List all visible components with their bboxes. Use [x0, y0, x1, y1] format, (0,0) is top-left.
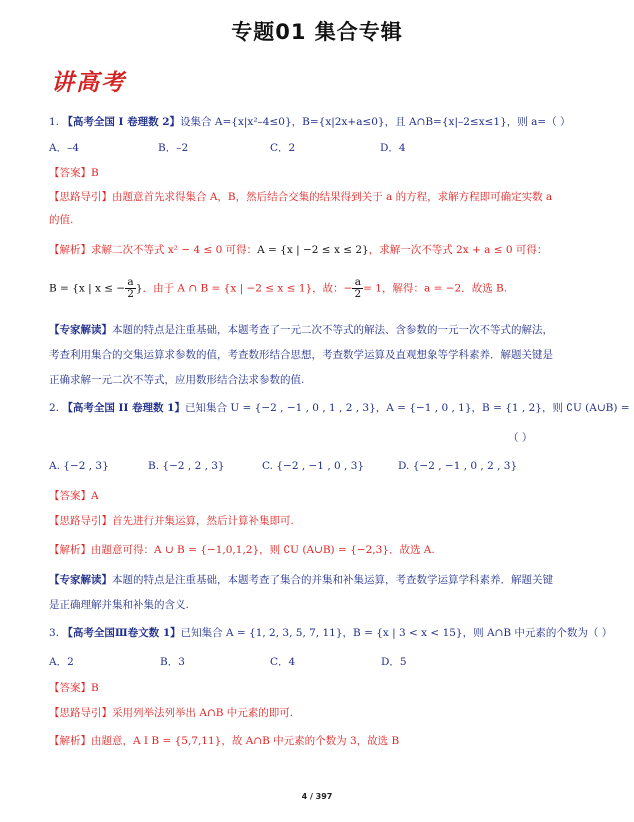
expert-text: 本题的特点是注重基础，本题考查了集合的并集和补集运算，考查数学运算学科素养．解题关键 [112, 574, 553, 586]
answer-value: B [91, 682, 99, 694]
expert-label: 【专家解读】 [49, 324, 112, 336]
answer-label: 【答案】 [49, 490, 91, 502]
q1-expert-line-2: 考查利用集合的交集运算求参数的值，考查数形结合思想，考查数学运算及直观想象等学科素养．解题关键是 [49, 349, 553, 361]
answer-value: A [91, 490, 99, 502]
hint-text: 首先进行并集运算，然后计算补集即可. [112, 515, 294, 527]
question-3 [49, 626, 612, 640]
answer-value: B [91, 167, 99, 179]
question-stem: 已知集合 U = {−2 , −1 , 0 , 1 , 2 , 3}，A = {−1 , 0 , 1}，B = {1 , 2}，则 ∁U (A∪B) = [184, 402, 630, 414]
q2-option-c: C. {−2 , −1 , 0 , 3} [262, 460, 365, 472]
q3-hint [49, 706, 293, 720]
hint-label: 【思路导引】 [49, 191, 112, 203]
section-banner: 讲高考 [51, 69, 126, 96]
analysis-label: 【解析】 [49, 735, 91, 747]
math-expression: A = {x | −2 ≤ x ≤ 2} [257, 244, 369, 256]
q2-answer [49, 489, 99, 503]
analysis-label: 【解析】 [49, 544, 91, 556]
fraction [352, 277, 363, 300]
question-number: 2. [49, 402, 60, 414]
question-1 [49, 115, 571, 129]
question-stem: 设集合 A={x|x²–4≤0}，B={x|2x+a≤0}，且 A∩B={x|–2≤x≤1}，则 a=（ ） [180, 116, 571, 128]
expert-text: 本题的特点是注重基础，本题考查了一元二次不等式的解法、含参数的一元一次不等式的解法， [112, 324, 553, 336]
q3-option-a: A．2 [49, 656, 74, 668]
hint-label: 【思路导引】 [49, 515, 112, 527]
hint-text: 采用列举法列举出 A∩B 中元素的即可. [112, 707, 294, 719]
q1-hint-line-2: 的值. [49, 214, 74, 226]
q1-answer [49, 166, 99, 180]
fraction-denominator: 2 [354, 288, 362, 300]
fraction-numerator: a [125, 277, 136, 289]
fraction [125, 277, 136, 300]
q3-analysis [49, 734, 399, 748]
analysis-text: 由题意，A I B = {5,7,11}，故 A∩B 中元素的个数为 3，故选 B [91, 735, 400, 747]
q2-expert-line-2: 是正确理解并集和补集的含义. [49, 599, 189, 611]
q2-option-b: B. {−2 , 2 , 3} [148, 460, 225, 472]
analysis-text: 由题意可得：A ∪ B = {−1,0,1,2}，则 ∁U (A∪B) = {−2,3}．故选 A. [91, 544, 435, 556]
analysis-text: 求解二次不等式 x² − 4 ≤ 0 可得： [91, 244, 258, 256]
q1-analysis-line-1 [49, 243, 547, 257]
question-number: 3. [49, 627, 60, 639]
q2-option-d: D. {−2 , −1 , 0 , 2 , 3} [398, 460, 518, 472]
math-expression: B = {x | x ≤ − [49, 282, 126, 295]
analysis-label: 【解析】 [49, 244, 91, 256]
question-2 [49, 401, 630, 415]
fraction-numerator: a [352, 277, 363, 289]
fraction-denominator: 2 [127, 288, 134, 300]
q3-answer [49, 681, 99, 695]
q1-expert-line-3: 正确求解一元二次不等式，应用数形结合法求参数的值. [49, 374, 305, 386]
q1-option-d: D．4 [380, 142, 406, 154]
question-source: 【高考全国 I 卷理数 2】 [62, 116, 181, 128]
q1-hint-line-1 [49, 190, 552, 204]
math-expression: } [135, 282, 143, 295]
answer-label: 【答案】 [49, 167, 91, 179]
page-number: 4 / 397 [301, 792, 333, 801]
analysis-text: ．由于 A ∩ B = {x | −2 ≤ x ≤ 1}，故：− [142, 282, 353, 295]
q3-option-b: B．3 [160, 656, 185, 668]
q3-option-d: D．5 [381, 656, 407, 668]
hint-text: 由题意首先求得集合 A，B，然后结合交集的结果得到关于 a 的方程，求解方程即可确定实数 a [112, 191, 553, 203]
answer-label: 【答案】 [49, 682, 91, 694]
q1-option-b: B．–2 [158, 142, 189, 154]
q3-option-c: C．4 [270, 656, 296, 668]
q1-analysis-line-2 [49, 277, 507, 300]
q1-expert-line-1 [49, 323, 553, 337]
q1-option-c: C．2 [270, 142, 296, 154]
question-source: 【高考全国 II 卷理数 1】 [62, 402, 185, 414]
q1-option-a: A．–4 [49, 142, 80, 154]
analysis-text: = 1，解得：a = −2．故选 B. [363, 282, 508, 295]
q2-hint [49, 514, 294, 528]
question-source: 【高考全国Ⅲ卷文数 1】 [62, 627, 181, 639]
page-title: 专题01 集合专辑 [231, 20, 403, 44]
question-stem: 已知集合 A = {1, 2, 3, 5, 7, 11}，B = {x | 3 < x < 15}，则 A∩B 中元素的个数为（ ） [180, 627, 613, 639]
q2-expert-line-1 [49, 573, 553, 587]
expert-label: 【专家解读】 [49, 574, 112, 586]
q2-option-a: A. {−2 , 3} [49, 460, 109, 472]
hint-label: 【思路导引】 [49, 707, 112, 719]
q2-answer-paren: （ ） [508, 432, 533, 444]
analysis-text: ，求解一次不等式 2x + a ≤ 0 可得： [368, 244, 548, 256]
q2-analysis [49, 543, 435, 557]
question-number: 1. [49, 116, 60, 128]
